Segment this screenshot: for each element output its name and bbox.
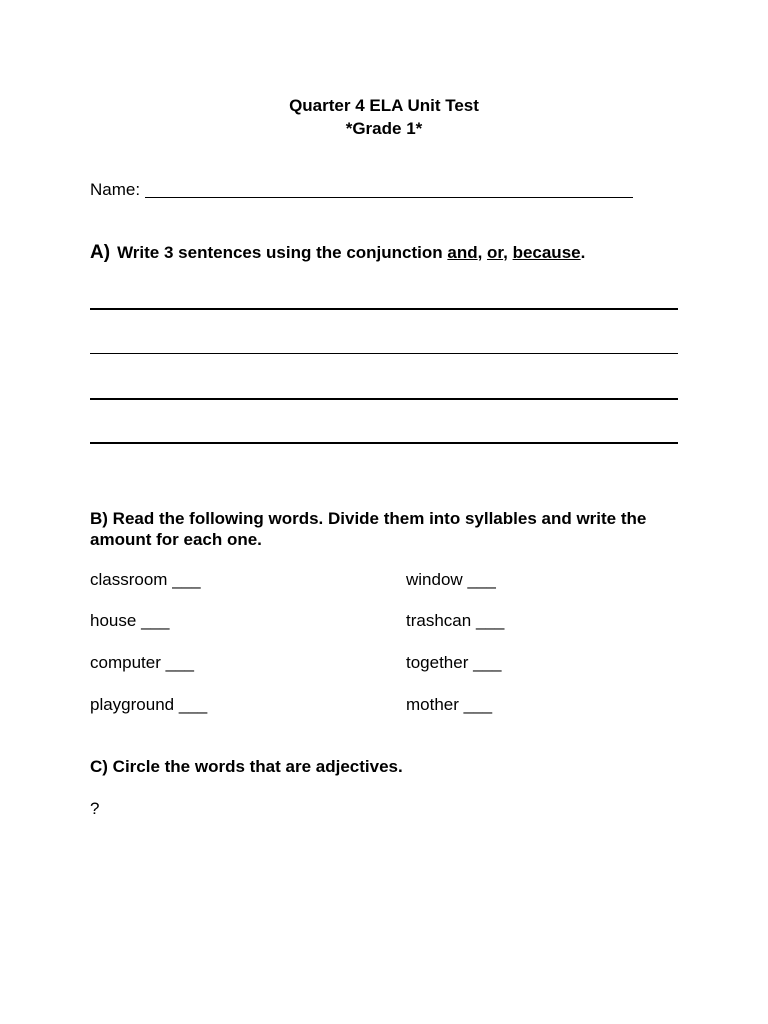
word-together: together [406,653,469,672]
syllable-word-item [406,611,504,631]
answer-line-4[interactable] [90,442,678,444]
answer-line-2[interactable] [90,353,678,354]
section-c-prompt: C) Circle the words that are adjectives. [90,757,403,776]
word-house: house [90,611,137,630]
syllable-word-item [90,611,169,631]
section-b-prompt: B) Read the following words. Divide them into syllables and write the amount for each one. [90,509,647,549]
conjunction-separator: , [477,243,488,262]
syllable-word-item [90,695,207,715]
word-computer: computer [90,653,161,672]
syllable-word-item [90,570,201,590]
conjunction-because: because [512,243,581,262]
syllable-blank[interactable]: ___ [475,611,505,630]
test-header [0,94,768,140]
syllable-blank[interactable]: ___ [141,611,170,630]
syllable-blank[interactable]: ___ [467,570,496,589]
syllable-word-item [406,695,492,715]
conjunction-or: or [487,243,504,262]
answer-line-3[interactable] [90,398,678,400]
conjunction-separator: , [503,243,513,262]
section-a-end-punct: . [580,243,586,262]
section-a-prompt [90,242,585,264]
name-field-row [90,180,633,200]
syllable-word-item [406,653,502,673]
syllable-word-item [90,653,194,673]
word-mother: mother [406,695,459,714]
section-a-marker: A) [90,242,111,263]
conjunction-and: and [447,243,478,262]
syllable-blank[interactable]: ___ [172,570,201,589]
word-classroom: classroom [90,570,168,589]
word-window: window [406,570,463,589]
answer-line-1[interactable] [90,308,678,310]
syllable-blank[interactable]: ___ [165,653,194,672]
word-trashcan: trashcan [406,611,472,630]
name-label: Name: [90,180,141,199]
name-blank-line[interactable] [145,180,633,198]
syllable-blank[interactable]: ___ [473,653,502,672]
word-playground: playground [90,695,175,714]
grade-label: *Grade 1* [345,119,423,138]
section-a-text: Write 3 sentences using the conjunction [117,243,448,262]
section-c-content: ? [90,799,100,818]
test-title: Quarter 4 ELA Unit Test [289,96,479,115]
syllable-word-item [406,570,496,590]
syllable-blank[interactable]: ___ [463,695,493,714]
syllable-blank[interactable]: ___ [178,695,208,714]
